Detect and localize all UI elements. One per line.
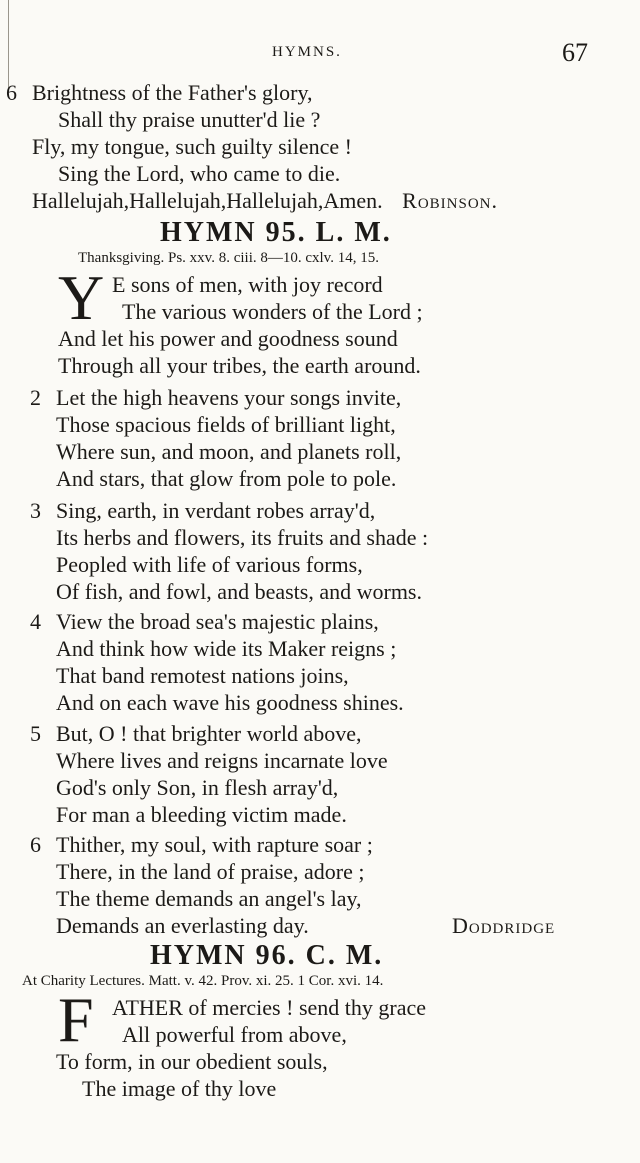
stanza-line: The theme demands an angel's lay,: [56, 886, 362, 911]
stanza-line: 4 View the broad sea's majestic plains,: [30, 609, 379, 634]
stanza-line: To form, in our obedient souls,: [56, 1049, 328, 1074]
stanza-line: [32, 188, 498, 214]
stanza-line: And let his power and goodness sound: [58, 326, 398, 351]
stanza-line: 2 Let the high heavens your songs invite,: [30, 385, 402, 410]
stanza-line: Shall thy praise unutter'd lie ?: [58, 107, 321, 132]
stanza-line: The image of thy love: [82, 1076, 277, 1101]
stanza-line: Demands an everlasting day.: [56, 913, 309, 938]
stanza-line: Of fish, and fowl, and beasts, and worms.: [56, 579, 422, 604]
running-head-title: HYMNS.: [272, 44, 342, 60]
author-attribution: Robinson.: [402, 188, 499, 213]
stanza-number: 6: [30, 832, 41, 857]
stanza-number: 5: [30, 721, 41, 746]
stanza-line: Peopled with life of various forms,: [56, 552, 363, 577]
hymn-title: HYMN 95. L. M.: [160, 217, 392, 248]
stanza-line: And stars, that glow from pole to pole.: [56, 466, 397, 491]
stanza-line: 6 Brightness of the Father's glory,: [6, 80, 313, 105]
stanza-line: Where sun, and moon, and planets roll,: [56, 439, 402, 464]
stanza-number: 2: [30, 385, 41, 410]
stanza-line: That band remotest nations joins,: [56, 663, 349, 688]
page-number: 67: [562, 38, 588, 67]
stanza-number: 3: [30, 498, 41, 523]
stanza-line: The various wonders of the Lord ;: [122, 299, 423, 324]
stanza-line: ATHER of mercies ! send thy grace: [112, 995, 427, 1020]
stanza-line: 6 Thither, my soul, with rapture soar ;: [30, 832, 373, 857]
stanza-line: 5 But, O ! that brighter world above,: [30, 721, 362, 746]
drop-cap: F: [58, 984, 94, 1055]
stanza-line: God's only Son, in flesh array'd,: [56, 775, 339, 800]
hymn-subtitle: Thanksgiving. Ps. xxv. 8. ciii. 8—10. cxlv. 14, 15.: [78, 250, 379, 266]
running-head: [0, 40, 640, 70]
stanza-number: 6: [6, 80, 17, 105]
stanza-line: Fly, my tongue, such guilty silence !: [32, 134, 352, 159]
stanza-line: Where lives and reigns incarnate love: [56, 748, 388, 773]
stanza-line: And on each wave his goodness shines.: [56, 690, 404, 715]
stanza-line: Its herbs and flowers, its fruits and shade :: [56, 525, 429, 550]
drop-cap: Y: [58, 262, 105, 333]
author-attribution: Doddridge: [452, 913, 556, 938]
hymn-subtitle: At Charity Lectures. Matt. v. 42. Prov. xi. 25. 1 Cor. xvi. 14.: [22, 973, 384, 989]
stanza-line: Through all your tribes, the earth around.: [58, 353, 421, 378]
stanza-line: Those spacious fields of brilliant light,: [56, 412, 396, 437]
stanza-line: Sing the Lord, who came to die.: [58, 161, 341, 186]
stanza-line: For man a bleeding victim made.: [56, 802, 347, 827]
stanza-line: E sons of men, with joy record: [112, 272, 383, 297]
stanza-line: And think how wide its Maker reigns ;: [56, 636, 397, 661]
stanza-line: All powerful from above,: [122, 1022, 347, 1047]
stanza-number: 4: [30, 609, 41, 634]
refrain: Hallelujah,Hallelujah,Hallelujah,Amen.: [32, 188, 383, 213]
hymn-title: HYMN 96. C. M.: [150, 940, 384, 971]
stanza-line: 3 Sing, earth, in verdant robes array'd,: [30, 498, 376, 523]
stanza-line: There, in the land of praise, adore ;: [56, 859, 365, 884]
